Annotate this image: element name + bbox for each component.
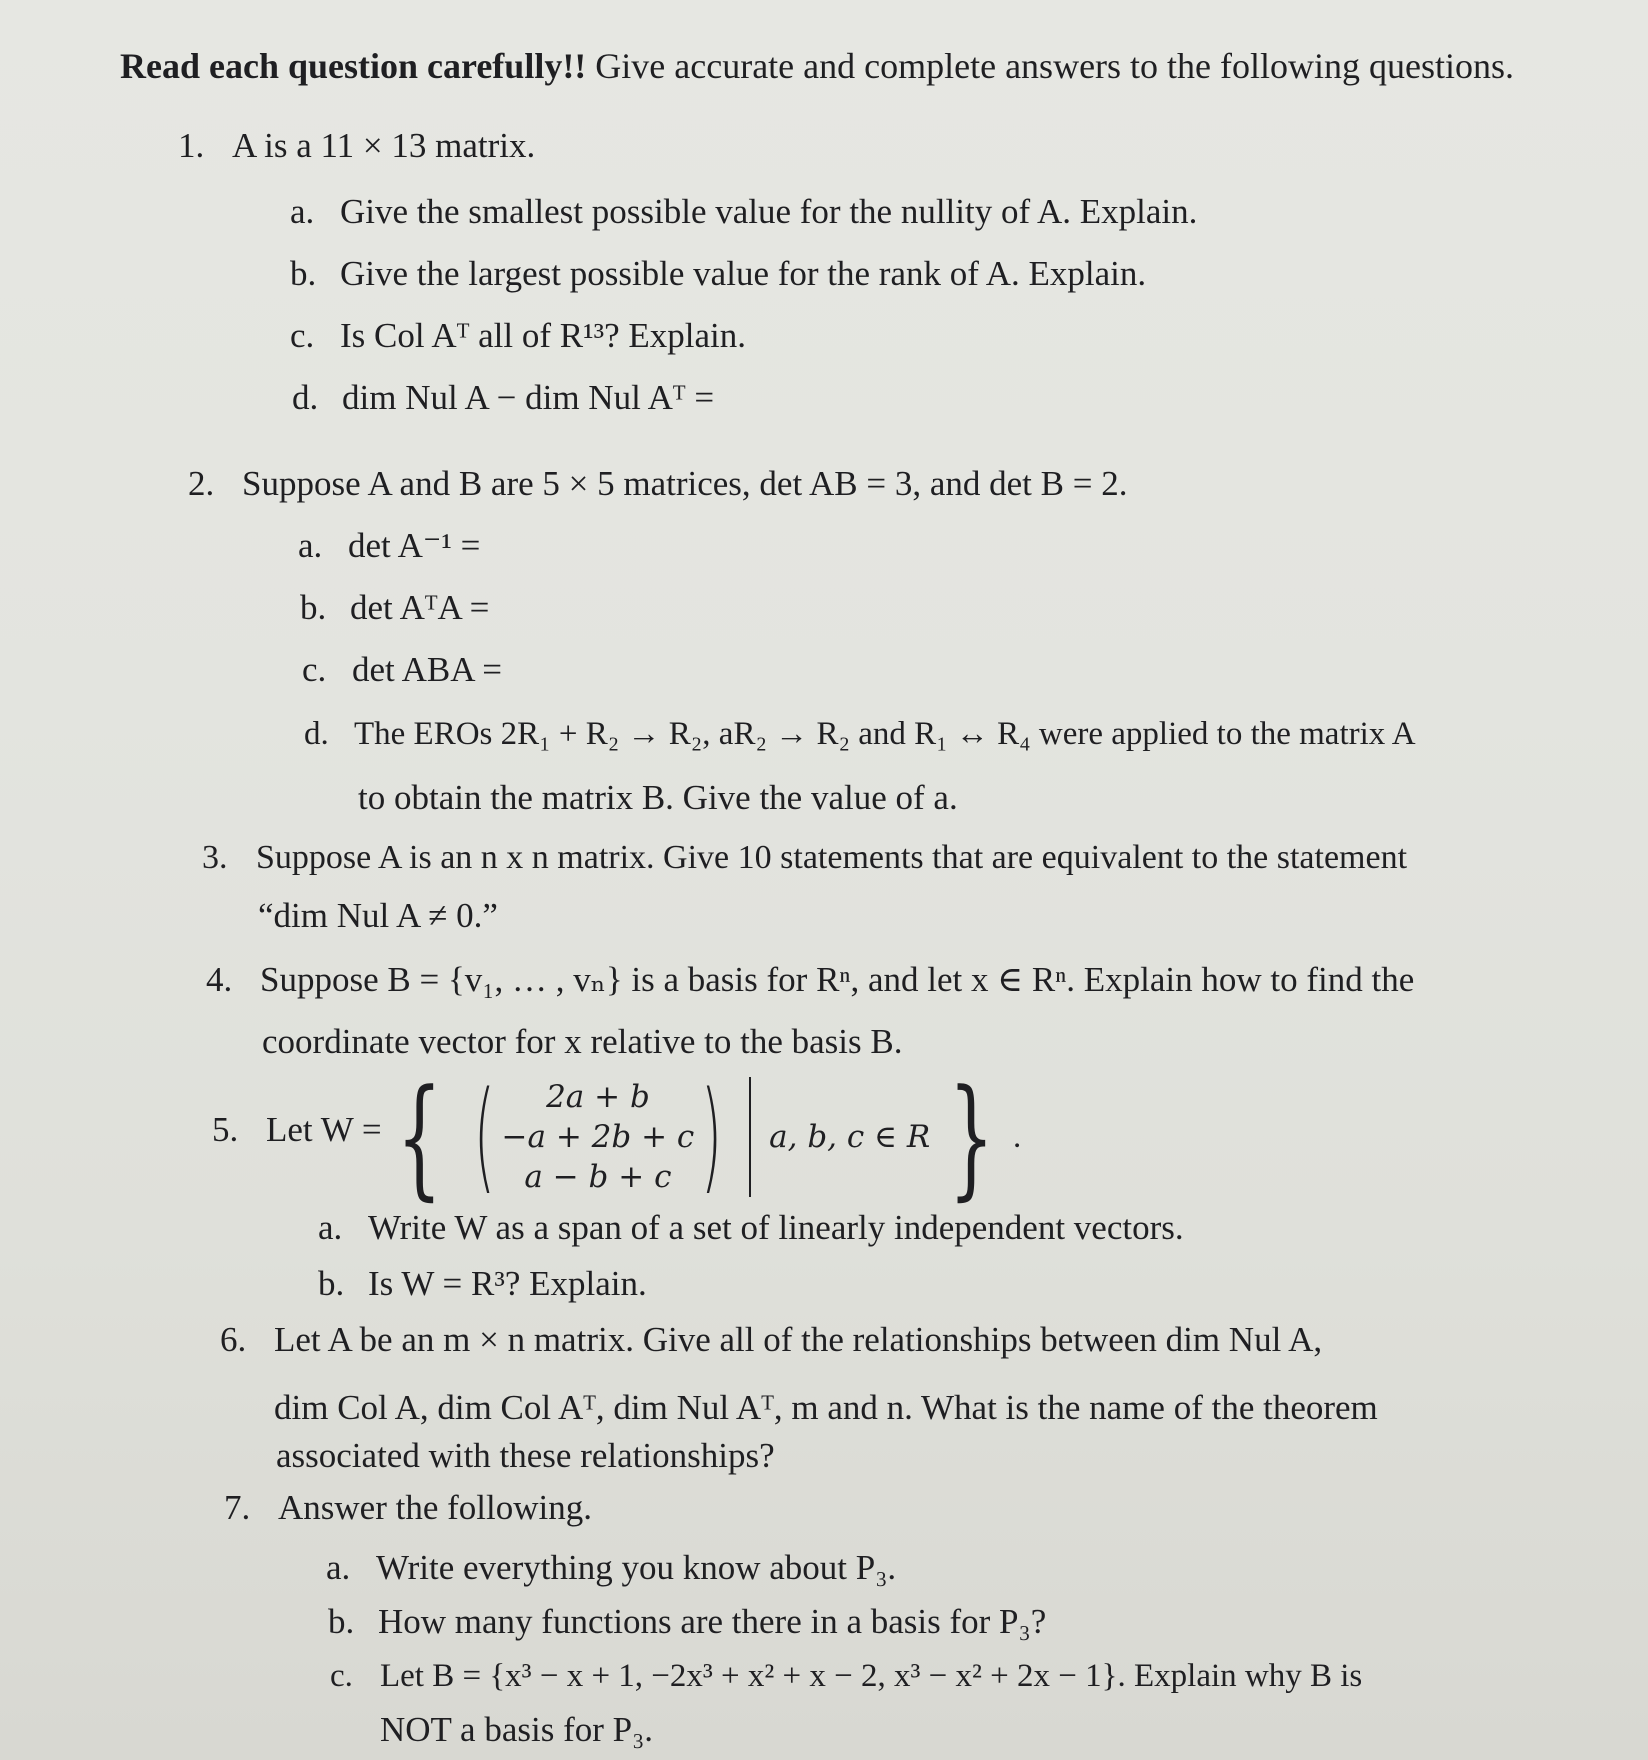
part-text: dim Nul A − dim Nul Aᵀ = xyxy=(342,378,715,417)
question-6-line3 xyxy=(276,1434,775,1478)
question-7c xyxy=(330,1654,1362,1698)
question-3 xyxy=(202,836,1407,880)
question-number: 1. xyxy=(178,126,205,165)
question-7 xyxy=(224,1486,592,1530)
left-paren: ( xyxy=(473,1067,495,1206)
question-1d xyxy=(292,376,714,420)
right-paren: ) xyxy=(701,1067,723,1206)
question-3-continued xyxy=(258,894,498,938)
part-text: det AᵀA = xyxy=(350,588,490,627)
vector-entry-1: 2a + b xyxy=(546,1079,650,1115)
set-end: . xyxy=(1012,1118,1022,1155)
question-7c-continued xyxy=(380,1708,653,1752)
question-2b xyxy=(300,586,489,630)
right-brace: } xyxy=(948,1061,995,1213)
question-5 xyxy=(212,1108,382,1152)
question-1b xyxy=(290,252,1146,296)
vector-entry-3: a − b + c xyxy=(524,1159,672,1195)
set-definition xyxy=(378,1061,1022,1213)
question-number: 6. xyxy=(220,1320,247,1359)
question-6-line2 xyxy=(274,1386,1378,1430)
part-label: b. xyxy=(328,1602,355,1641)
part-label: c. xyxy=(290,316,315,355)
instructions-text: Give accurate and complete answers to the following questions. xyxy=(595,46,1515,86)
such-that-bar xyxy=(749,1077,751,1197)
part-label: c. xyxy=(330,1658,353,1694)
instructions-header xyxy=(120,44,1514,88)
question-stem: Answer the following. xyxy=(278,1488,592,1527)
part-text: Is W = R³? Explain. xyxy=(368,1264,647,1303)
question-6 xyxy=(220,1318,1322,1362)
question-2c xyxy=(302,648,502,692)
question-1a xyxy=(290,190,1197,234)
part-label: b. xyxy=(290,254,317,293)
left-brace: { xyxy=(396,1061,443,1213)
part-text: Write everything you know about P₃. xyxy=(376,1548,897,1587)
question-number: 4. xyxy=(206,960,233,999)
vector-entry-2: −a + 2b + c xyxy=(501,1119,695,1155)
question-number: 3. xyxy=(202,839,228,876)
set-condition: a, b, c ∈ R xyxy=(769,1119,931,1155)
part-text: Give the smallest possible value for the nullity of A. Explain. xyxy=(340,192,1198,231)
part-label: b. xyxy=(318,1264,345,1303)
question-2d-continued xyxy=(358,776,958,820)
part-text: Give the largest possible value for the rank of A. Explain. xyxy=(340,254,1147,293)
part-text: det ABA = xyxy=(352,650,503,689)
part-text: The EROs 2R₁ + R₂ → R₂, aR₂ → R₂ and R₁ ↔ R₄ were applied to the matrix A xyxy=(354,716,1416,752)
part-label: a. xyxy=(326,1548,351,1587)
part-text-cont: NOT a basis for P₃. xyxy=(380,1710,654,1749)
question-text: Suppose A is an n x n matrix. Give 10 statements that are equivalent to the statement xyxy=(256,839,1408,876)
part-label: a. xyxy=(318,1208,343,1247)
question-text: Suppose B = {v₁, … , vₙ} is a basis for Rⁿ, and let x ∈ Rⁿ. Explain how to find the xyxy=(260,960,1415,999)
part-text: Let B = {x³ − x + 1, −2x³ + x² + x − 2, x³ − x² + 2x − 1}. Explain why B is xyxy=(380,1658,1363,1694)
question-5a xyxy=(318,1206,1184,1250)
part-label: c. xyxy=(302,650,327,689)
column-vector xyxy=(502,1077,695,1197)
question-text-cont: dim Col A, dim Col Aᵀ, dim Nul Aᵀ, m and n. What is the name of the theorem xyxy=(274,1388,1378,1427)
part-text: det A⁻¹ = xyxy=(348,526,481,565)
question-7b xyxy=(328,1600,1046,1644)
question-1 xyxy=(178,124,535,168)
question-text: Let A be an m × n matrix. Give all of the relationships between dim Nul A, xyxy=(274,1320,1323,1359)
part-label: a. xyxy=(298,526,323,565)
part-label: d. xyxy=(304,716,329,752)
question-4 xyxy=(206,958,1414,1002)
part-label: b. xyxy=(300,588,327,627)
question-4-continued xyxy=(262,1020,902,1064)
question-lead: Let W = xyxy=(266,1110,382,1149)
question-stem: Suppose A and B are 5 × 5 matrices, det AB = 3, and det B = 2. xyxy=(242,464,1128,503)
question-text-cont: “dim Nul A ≠ 0.” xyxy=(258,896,498,935)
question-2a xyxy=(298,524,480,568)
part-text: How many functions are there in a basis for P₃? xyxy=(378,1602,1047,1641)
part-label: d. xyxy=(292,378,319,417)
question-text-cont: coordinate vector for x relative to the basis B. xyxy=(262,1022,903,1061)
question-number: 5. xyxy=(212,1110,239,1149)
part-label: a. xyxy=(290,192,315,231)
part-text: Is Col Aᵀ all of R¹³? Explain. xyxy=(340,316,746,355)
question-text-cont: associated with these relationships? xyxy=(276,1436,775,1475)
question-number: 2. xyxy=(188,464,215,503)
instructions-bold: Read each question carefully!! xyxy=(120,46,587,86)
question-number: 7. xyxy=(224,1488,251,1527)
question-5b xyxy=(318,1262,647,1306)
part-text: Write W as a span of a set of linearly independent vectors. xyxy=(368,1208,1184,1247)
question-7a xyxy=(326,1546,896,1590)
question-1c xyxy=(290,314,746,358)
question-stem: A is a 11 × 13 matrix. xyxy=(232,126,536,165)
question-2 xyxy=(188,462,1128,506)
part-text-cont: to obtain the matrix B. Give the value of a. xyxy=(358,778,958,817)
question-2d xyxy=(304,712,1416,756)
